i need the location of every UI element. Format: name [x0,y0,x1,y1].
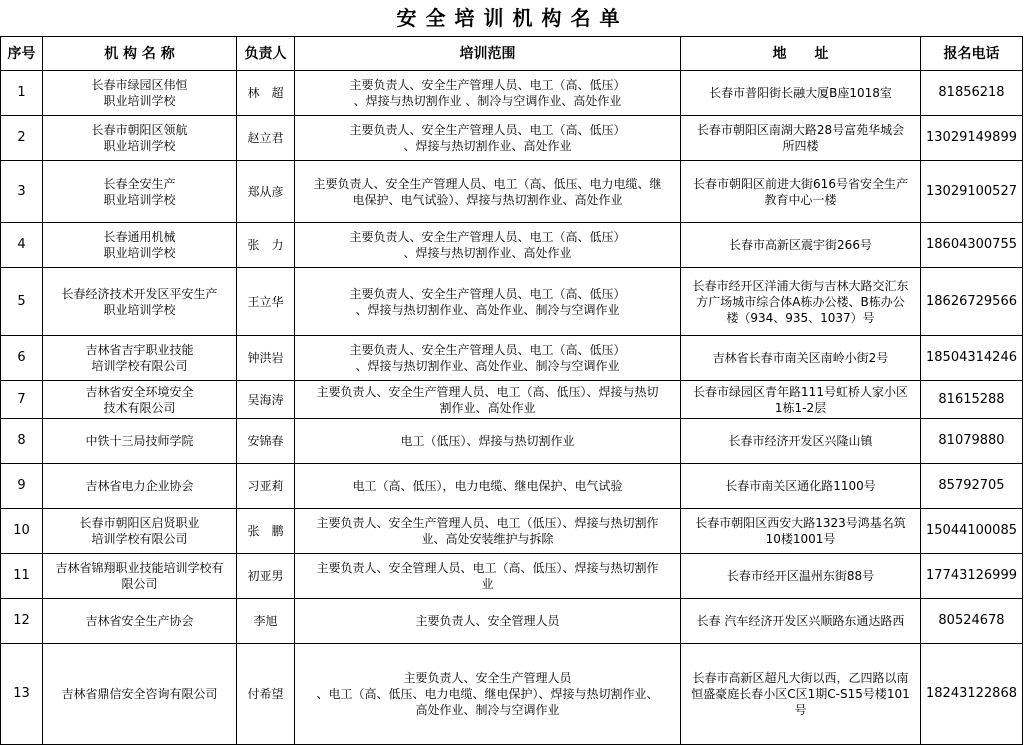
table-row [1,381,1023,419]
phone-number: 18243122868 [921,644,1023,745]
address [681,464,921,509]
institution-name-line: 长春经济技术开发区平安生产 [61,286,218,301]
phone-number: 85792705 [921,464,1023,509]
training-scope-line: 主要负责人、安全生产管理人员、电工（高、低压） [349,343,626,357]
address-line: 长春市经济开发区兴隆山镇 [728,434,873,448]
address-line: 楼（934、935、1037）号 [726,310,875,325]
institution-name [43,464,237,509]
address [681,599,921,644]
training-scope-line: 、焊接与热切割作业、高处作业 [403,246,572,260]
header-scope: 培训范围 [295,37,681,71]
row-index: 1 [1,71,43,116]
address-line: 长春市经开区温州东街88号 [726,569,875,583]
address-line: 吉林省长春市南关区南岭小街2号 [712,351,889,365]
training-scope [295,644,681,745]
training-scope-line: 主要负责人、安全生产管理人员、电工（高、低压） [349,123,626,137]
training-scope-line: 电工（低压）、焊接与热切割作业 [400,434,575,448]
address-line: 1栋1-2层 [774,400,827,415]
training-scope-line: 主要负责人、安全生产管理人员 [403,671,572,685]
person-in-charge: 李旭 [237,599,295,644]
training-scope-line: 、焊接与热切割作业、高处作业 [403,139,572,153]
training-scope-line: 主要负责人、安全生产管理人员、电工（低压）、焊接与热切割作 [316,516,659,530]
person-in-charge: 付希望 [237,644,295,745]
institution-name-line: 吉林省电力企业协会 [85,479,194,493]
table-row [1,268,1023,336]
institution-name-line: 吉林省锦翔职业技能培训学校有 [55,561,224,575]
institution-name [43,509,237,554]
training-scope [295,419,681,464]
training-institutions-table [0,36,1023,745]
row-index: 2 [1,116,43,161]
phone-number: 81079880 [921,419,1023,464]
phone-number: 15044100085 [921,509,1023,554]
institution-name-line: 培训学校有限公司 [91,532,188,546]
person-in-charge: 安锦春 [237,419,295,464]
address [681,509,921,554]
person-in-charge: 吴海涛 [237,381,295,419]
training-scope-line: 电保护、电气试验）、焊接与热切割作业、高处作业 [352,192,623,207]
header-index: 序号 [1,37,43,71]
institution-name-line: 吉林省安全生产协会 [85,614,194,628]
institution-name-line: 限公司 [121,577,158,591]
person-in-charge: 赵立君 [237,116,295,161]
institution-name [43,268,237,336]
training-scope-line: 高处作业、制冷与空调作业 [415,703,560,717]
page-title: 安全培训机构名单 [396,6,629,30]
address-line: 长春 汽车经济开发区兴顺路东通达路西 [696,614,905,628]
institution-name [43,381,237,419]
phone-number: 81615288 [921,381,1023,419]
phone-number: 80524678 [921,599,1023,644]
institution-name [43,336,237,381]
institution-name-line: 吉林省安全环境安全 [85,384,194,399]
institution-name [43,161,237,223]
training-scope [295,381,681,419]
address-line: 号 [794,703,807,717]
training-scope [295,71,681,116]
phone-number: 81856218 [921,71,1023,116]
institution-name-line: 职业培训学校 [103,139,176,153]
person-in-charge: 郑从彦 [237,161,295,223]
address-line: 长春市普阳街长融大厦B座1018室 [709,86,892,100]
training-scope-line: 主要负责人、安全生产管理人员、电工（高、低压、电力电缆、继 [313,176,662,191]
table-row [1,419,1023,464]
address [681,554,921,599]
address [681,336,921,381]
table-header-row [1,37,1023,71]
row-index: 5 [1,268,43,336]
institution-name-line: 长春市绿园区伟恒 [91,78,188,92]
institution-name [43,419,237,464]
training-scope [295,554,681,599]
address-line: 长春市朝阳区前进大街616号省安全生产 [693,176,908,191]
training-scope [295,509,681,554]
table-row [1,509,1023,554]
row-index: 4 [1,223,43,268]
row-index: 3 [1,161,43,223]
header-address: 地 址 [681,37,921,71]
row-index: 6 [1,336,43,381]
institution-name-line: 吉林省吉宇职业技能 [85,343,194,357]
address-line: 方广场城市综合体A栋办公楼、B栋办公 [696,294,905,309]
person-in-charge: 王立华 [237,268,295,336]
address [681,381,921,419]
institution-name-line: 长春通用机械 [103,230,176,244]
table-row [1,223,1023,268]
institution-name-line: 长春市朝阳区启贤职业 [79,516,200,530]
table-row [1,644,1023,745]
training-scope [295,336,681,381]
training-scope-line: 主要负责人、安全生产管理人员、电工（高、低压） [349,286,626,301]
address-line: 长春市朝阳区南湖大路28号富苑华城会 [696,123,905,137]
person-in-charge: 张 力 [237,223,295,268]
address-line: 长春市绿园区青年路111号虹桥人家小区 [693,384,908,399]
address [681,161,921,223]
training-scope-line: 割作业、高处作业 [439,400,536,415]
address-line: 恒盛豪庭长春小区C区1期C-S15号楼101 [691,687,910,701]
training-scope-line: 、焊接与热切割作业、高处作业、制冷与空调作业 [355,359,620,373]
training-scope-line: 主要负责人、安全生产管理人员、电工（高、低压）、焊接与热切 [316,384,659,399]
training-scope-line: 主要负责人、安全生产管理人员、电工（高、低压） [349,230,626,244]
header-name: 机 构 名 称 [43,37,237,71]
address-line: 长春市南关区通化路1100号 [725,479,876,493]
table-row [1,336,1023,381]
row-index: 11 [1,554,43,599]
address-line: 所四楼 [782,139,819,153]
table-body [1,71,1023,745]
address [681,419,921,464]
row-index: 10 [1,509,43,554]
institution-name-line: 长春全安生产 [103,176,176,191]
institution-name-line: 技术有限公司 [103,400,176,415]
address [681,644,921,745]
address-line: 长春市高新区超凡大街以西，乙四路以南 [692,671,909,685]
training-scope-line: 主要负责人、安全管理人员、电工（高、低压）、焊接与热切割作 [316,561,659,575]
table-row [1,554,1023,599]
address-line: 教育中心一楼 [764,192,837,207]
table-row [1,464,1023,509]
address-line: 长春市高新区震宇街266号 [729,238,872,252]
institution-name [43,644,237,745]
training-scope [295,464,681,509]
table-row [1,116,1023,161]
address [681,71,921,116]
phone-number: 18604300755 [921,223,1023,268]
training-scope-line: 电工（高、低压），电力电缆、继电保护、电气试验 [352,479,623,493]
institution-name [43,116,237,161]
row-index: 13 [1,644,43,745]
row-index: 7 [1,381,43,419]
phone-number: 17743126999 [921,554,1023,599]
address-line: 长春市经开区洋浦大街与吉林大路交汇东 [692,278,909,293]
training-scope [295,223,681,268]
address-line: 长春市朝阳区西安大路1323号鸿基名筑 [695,516,906,530]
person-in-charge: 林 超 [237,71,295,116]
training-scope-line: 、电工（高、低压、电力电缆、继电保护）、焊接与热切割作业、 [316,687,659,701]
institution-name-line: 职业培训学校 [103,192,176,207]
training-scope-line: 、焊接与热切割作业 、制冷与空调作业、高处作业 [353,94,622,108]
header-phone: 报名电话 [921,37,1023,71]
address [681,268,921,336]
row-index: 8 [1,419,43,464]
training-scope-line: 主要负责人、安全生产管理人员、电工（高、低压） [349,78,626,92]
training-scope [295,116,681,161]
institution-name [43,223,237,268]
person-in-charge: 习亚莉 [237,464,295,509]
row-index: 12 [1,599,43,644]
training-scope [295,599,681,644]
table-row [1,161,1023,223]
institution-name [43,554,237,599]
phone-number: 18626729566 [921,268,1023,336]
phone-number: 13029100527 [921,161,1023,223]
training-scope-line: 主要负责人、安全管理人员 [415,614,560,628]
phone-number: 13029149899 [921,116,1023,161]
institution-name-line: 职业培训学校 [103,302,176,317]
training-scope [295,268,681,336]
training-scope-line: 业、高处安装维护与拆除 [421,532,554,546]
institution-name-line: 职业培训学校 [103,246,176,260]
header-person: 负责人 [237,37,295,71]
table-row [1,71,1023,116]
table-row [1,599,1023,644]
training-scope [295,161,681,223]
institution-name [43,599,237,644]
institution-name-line: 长春市朝阳区领航 [91,123,188,137]
training-scope-line: 、焊接与热切割作业、高处作业、制冷与空调作业 [355,302,620,317]
institution-name-line: 吉林省鼎信安全咨询有限公司 [61,687,218,701]
institution-name-line: 中铁十三局技师学院 [85,434,194,448]
person-in-charge: 初亚男 [237,554,295,599]
institution-name [43,71,237,116]
address [681,223,921,268]
phone-number: 18504314246 [921,336,1023,381]
address [681,116,921,161]
person-in-charge: 钟洪岩 [237,336,295,381]
training-scope-line: 业 [481,577,494,591]
address-line: 10楼1001号 [765,532,836,546]
person-in-charge: 张 鹏 [237,509,295,554]
institution-name-line: 职业培训学校 [103,94,176,108]
row-index: 9 [1,464,43,509]
institution-name-line: 培训学校有限公司 [91,359,188,373]
